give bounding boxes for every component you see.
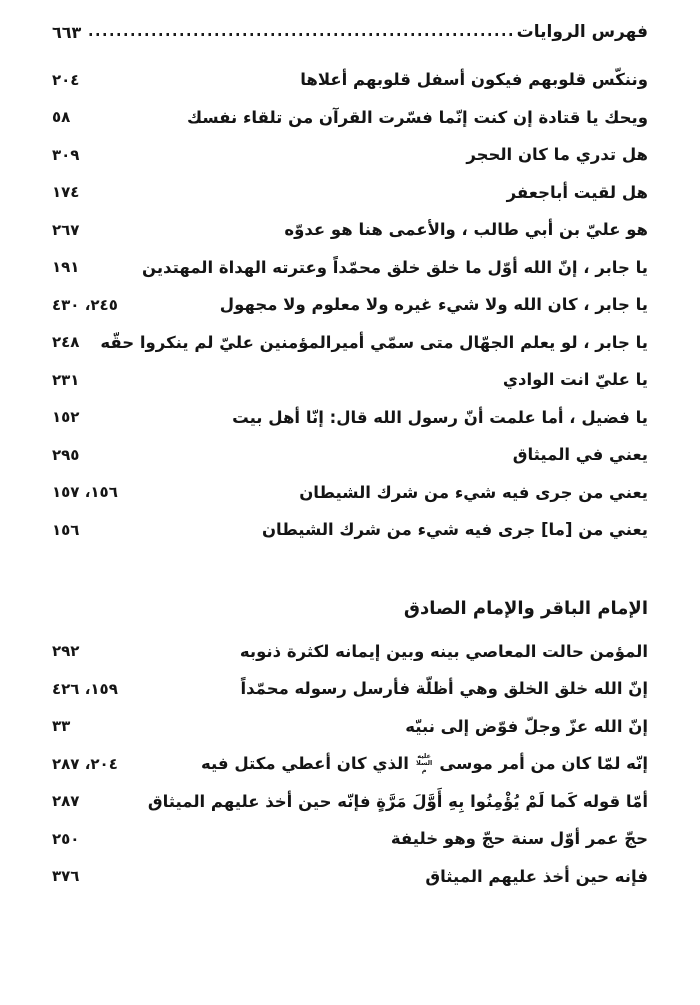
entry-text: المؤمن حالت المعاصي بينه وبين إيمانه لكثرة ذنوبه xyxy=(239,641,648,661)
entry-page-number: ١٧٤ xyxy=(52,183,80,202)
index-entry xyxy=(52,174,648,212)
entry-page-number: ٢٦٧ xyxy=(52,220,80,239)
entry-text: هل لقيت أباجعفر xyxy=(506,182,648,202)
entry-page-number: ٣٠٩ xyxy=(52,145,80,164)
index-entry xyxy=(52,783,648,821)
entry-text: وننكّس قلوبهم فيكون أسفل قلوبهم أعلاها xyxy=(300,70,648,90)
index-list xyxy=(52,61,648,895)
entry-text: إنّ الله عزّ وجلّ فوّض إلى نبيّه xyxy=(405,716,648,736)
entry-page-number: ١٥٩، ٤٢٦ xyxy=(52,679,118,698)
index-entry xyxy=(52,361,648,399)
entry-page-number: ٢٣١ xyxy=(52,370,80,389)
header-title: فهرس الروايات xyxy=(516,22,648,42)
index-entry xyxy=(52,820,648,858)
index-entry xyxy=(52,286,648,324)
entry-text: فإنه حين أخذ عليهم الميثاق xyxy=(425,866,648,886)
entry-text: حجّ عمر أوّل سنة حجّ وهو خليفة xyxy=(390,829,648,849)
entry-page-number: ١٩١ xyxy=(52,258,80,277)
entry-page-number: ٢٨٧ xyxy=(52,792,80,811)
entry-page-number: ٢٩٢ xyxy=(52,642,80,661)
section-heading: الإمام الباقر والإمام الصادق xyxy=(403,597,648,619)
index-entry xyxy=(52,670,648,708)
entry-page-number: ١٥٦، ١٥٧ xyxy=(52,483,118,502)
entry-text: يعني في الميثاق xyxy=(512,445,648,465)
dotted-leader xyxy=(86,33,511,36)
index-entry xyxy=(52,99,648,137)
entry-text: يا جابر ، إنّ الله أوّل ما خلق خلق محمّداً وعترته الهداة المهتدين xyxy=(142,257,648,277)
index-entry xyxy=(52,399,648,437)
index-entry xyxy=(52,858,648,896)
entry-text: يعني من جرى فيه شيء من شرك الشيطان xyxy=(299,482,648,502)
honorific-alayhis-salam: عليه السلام xyxy=(416,751,433,775)
entry-text xyxy=(201,753,648,775)
entry-text: ويحك يا قتادة إن كنت إنّما فسّرت القرآن من تلقاء نفسك xyxy=(186,107,648,127)
index-entry xyxy=(52,136,648,174)
index-entry xyxy=(52,745,648,783)
entry-page-number: ٢٠٤ xyxy=(52,70,80,89)
entry-page-number: ٢٤٨ xyxy=(52,333,80,352)
entry-text: أمّا قوله كَما لَمْ يُؤْمِنُوا بِهِ أَوَّلَ مَرَّةٍ فإنّه حين أخذ عليهم الميثاق xyxy=(147,791,648,811)
index-entry xyxy=(52,211,648,249)
entry-text: هل تدري ما كان الحجر xyxy=(466,145,648,165)
entry-page-number: ٢٥٠ xyxy=(52,829,80,848)
entry-page-number: ٣٧٦ xyxy=(52,867,80,886)
header-page-number: ٦٦٣ xyxy=(52,23,82,42)
index-entry xyxy=(52,474,648,512)
entry-page-number: ١٥٦ xyxy=(52,520,80,539)
page-header xyxy=(52,16,648,42)
index-entry xyxy=(52,436,648,474)
entry-page-number: ٢٠٤، ٢٨٧ xyxy=(52,754,118,773)
entry-text: يعني من [ما] جرى فيه شيء من شرك الشيطان xyxy=(261,520,648,540)
index-entry xyxy=(52,61,648,99)
index-entry xyxy=(52,708,648,746)
entry-page-number: ١٥٢ xyxy=(52,408,80,427)
entry-page-number: ٥٨ xyxy=(52,108,71,127)
entry-page-number: ٣٣ xyxy=(52,717,71,736)
entry-page-number: ٢٤٥، ٤٣٠ xyxy=(52,295,118,314)
entry-text: هو عليّ بن أبي طالب ، والأعمى هنا هو عدوّه xyxy=(284,220,648,240)
entry-text: يا فضيل ، أما علمت أنّ رسول الله قال: إنّا أهل بيت xyxy=(232,407,648,427)
entry-page-number: ٢٩٥ xyxy=(52,445,80,464)
index-entry xyxy=(52,511,648,549)
entry-text: يا عليّ انت الوادي xyxy=(502,370,648,390)
entry-text-after: الذي كان أعطي مكتل فيه xyxy=(201,753,409,773)
index-entry xyxy=(52,324,648,362)
entry-text-before: إنّه لمّا كان من أمر موسى xyxy=(439,753,648,773)
index-entry xyxy=(52,249,648,287)
entry-text: إنّ الله خلق الخلق وهي أظلّة فأرسل رسوله محمّداً xyxy=(240,679,648,699)
entry-text: يا جابر ، كان الله ولا شيء غيره ولا معلوم ولا مجهول xyxy=(219,295,648,315)
entry-text: يا جابر ، لو يعلم الجهّال متى سمّي أميرالمؤمنين عليّ لم ينكروا حقّه xyxy=(100,332,648,352)
index-entry xyxy=(52,633,648,671)
